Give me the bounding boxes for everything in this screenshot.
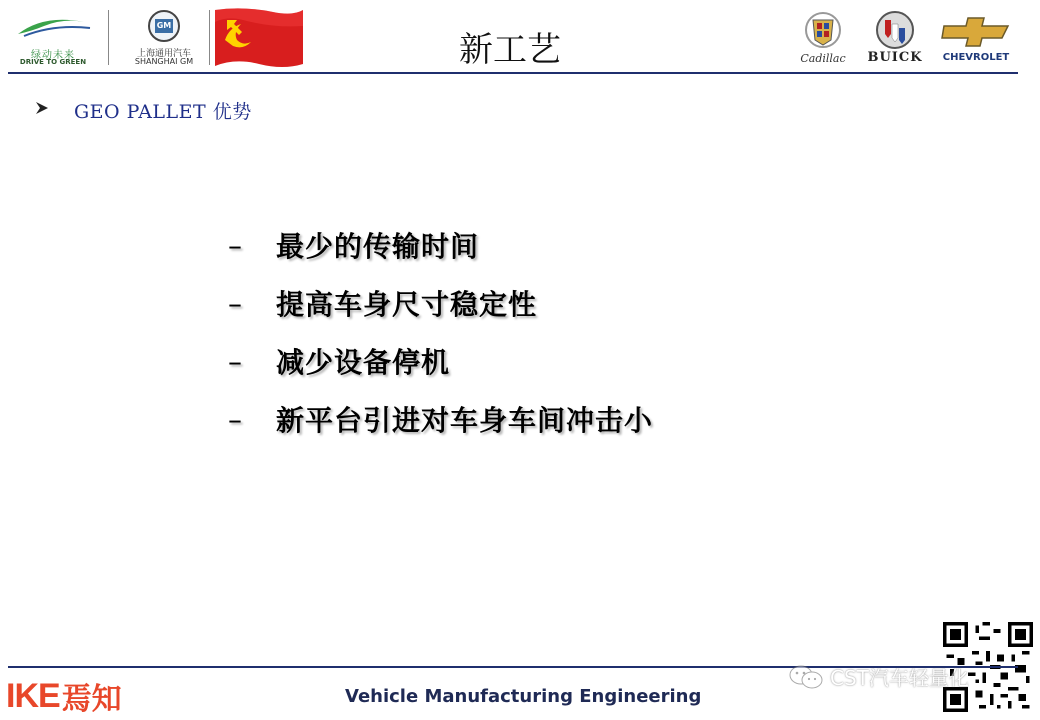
sgm-logo-cn: 上海通用汽车 [136, 49, 191, 59]
list-item [228, 216, 653, 274]
buick-wordmark: BUICK [867, 50, 923, 65]
advantage-list [228, 216, 653, 448]
logo-divider [209, 10, 210, 65]
drive-to-green-logo [8, 8, 98, 64]
wechat-icon [788, 663, 824, 691]
list-item [228, 274, 653, 332]
list-item [228, 332, 653, 390]
green-logo-en: DRIVE TO GREEN [19, 58, 87, 66]
dash-bullet: – [228, 228, 242, 262]
cadillac-wordmark: Cadillac [800, 52, 846, 65]
arrow-bullet-icon [34, 100, 74, 120]
watermark [788, 662, 969, 691]
ike-logo-en: IKE [6, 676, 60, 715]
car-swoosh-icon [14, 12, 94, 42]
ike-logo [6, 676, 122, 716]
shanghai-gm-logo [116, 8, 212, 64]
list-item-text: 新平台引进对车身车间冲击小 [276, 404, 654, 437]
buick-logo [858, 10, 932, 68]
gm-badge-text: GM [155, 19, 173, 33]
list-item-text: 减少设备停机 [276, 346, 451, 379]
dash-bullet: – [228, 286, 242, 320]
chevrolet-logo [940, 10, 1012, 68]
chevy-bowtie-icon [940, 10, 1012, 50]
header-rule [8, 72, 1018, 74]
footer-text: Vehicle Manufacturing Engineering [345, 686, 702, 707]
section-heading-text: GEO PALLET 优势 [74, 100, 252, 123]
cadillac-logo [793, 10, 853, 68]
slide-title: 新工艺 [459, 30, 561, 70]
sgm-logo-en: SHANGHAI GM [134, 57, 194, 66]
list-item-text: 提高车身尺寸稳定性 [276, 288, 538, 321]
ike-logo-cn: 焉知 [61, 682, 122, 717]
dash-bullet: – [228, 402, 242, 436]
chevrolet-wordmark: CHEVROLET [942, 52, 1010, 63]
party-flag-icon [213, 6, 305, 69]
list-item-text: 最少的传输时间 [276, 230, 480, 263]
logo-divider [108, 10, 109, 65]
green-logo-cn: 绿动未来 [31, 50, 75, 61]
buick-tri-shield-icon [858, 10, 932, 50]
gm-badge-icon [148, 10, 180, 42]
dash-bullet: – [228, 344, 242, 378]
slide-header [0, 0, 1040, 76]
watermark-text: CST汽车轻量化 [830, 666, 969, 690]
section-heading [34, 96, 252, 124]
list-item [228, 390, 653, 448]
cadillac-crest-icon [793, 10, 853, 50]
